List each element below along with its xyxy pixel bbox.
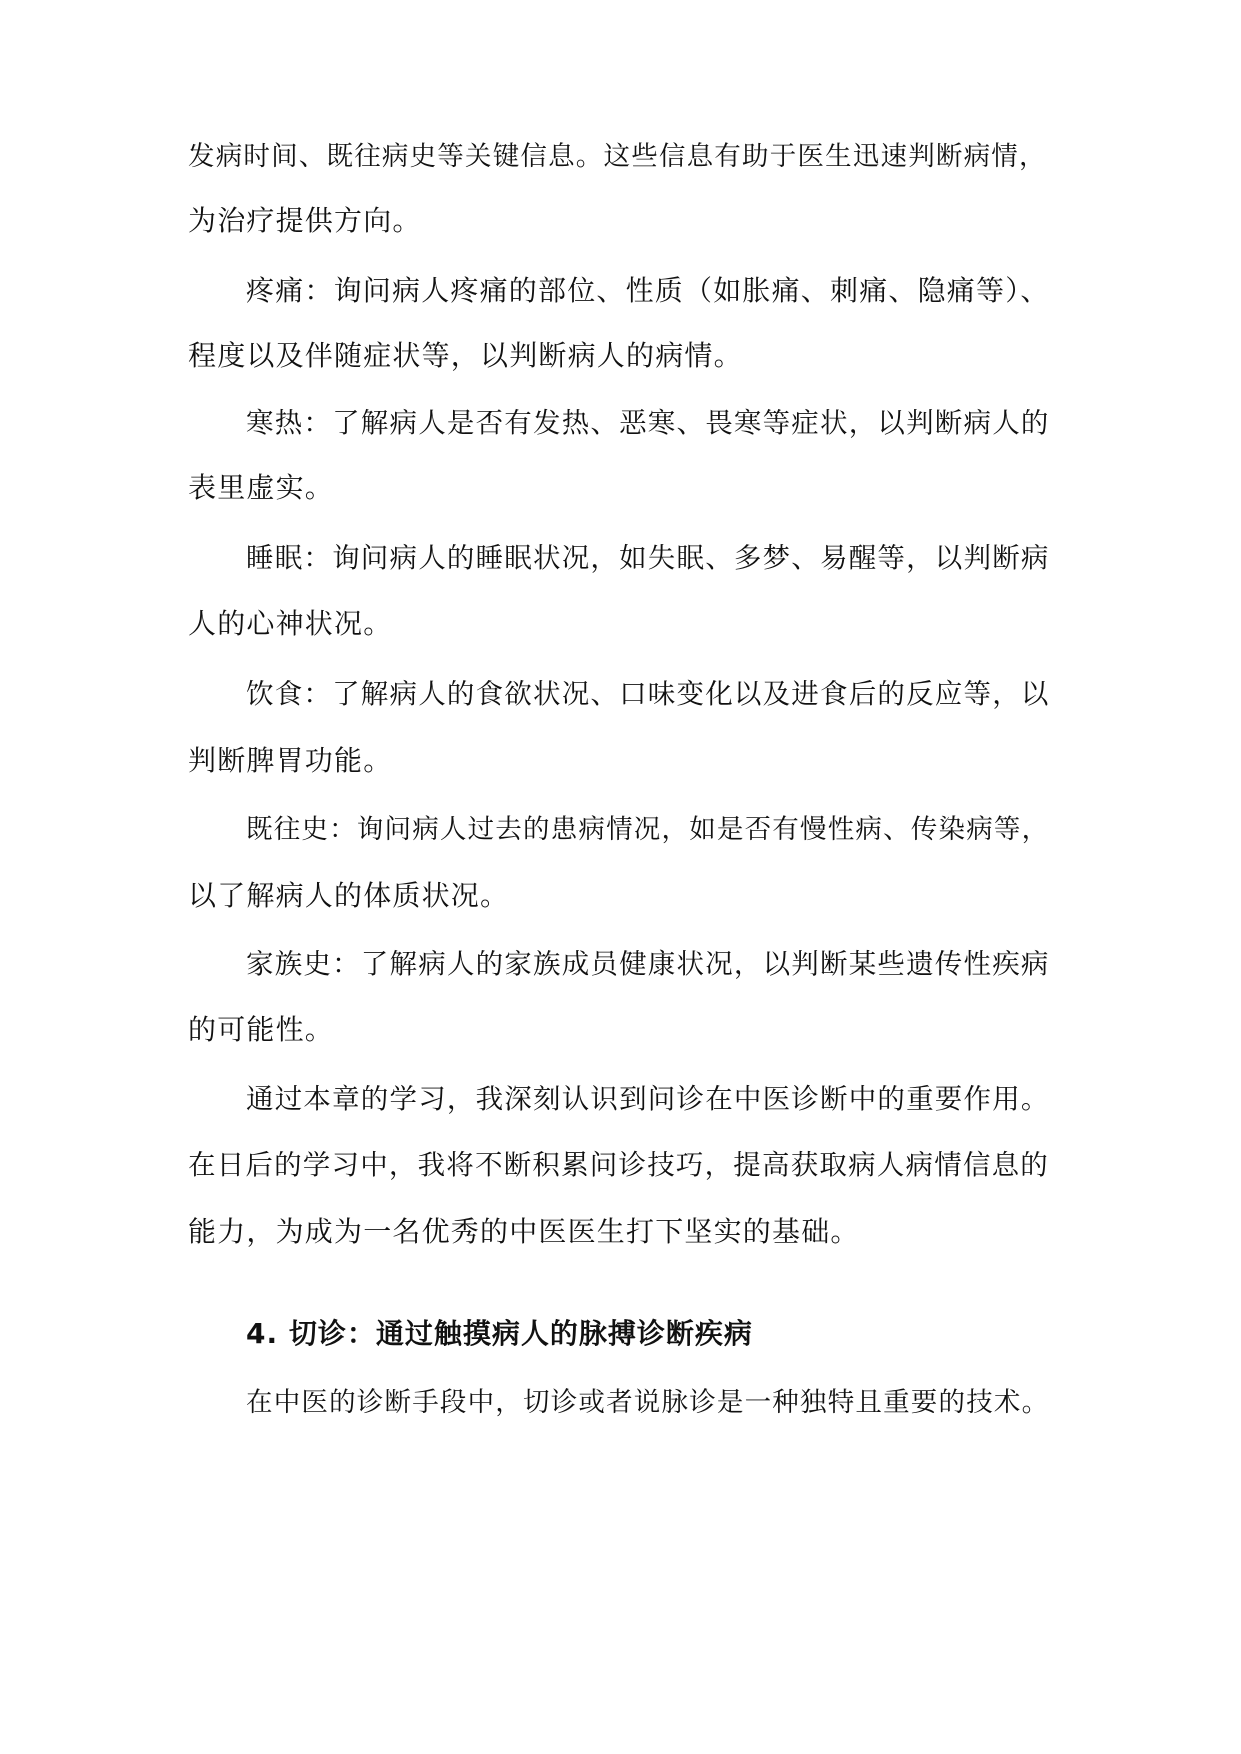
paragraph-line: 判断脾胃功能。 bbox=[188, 744, 393, 777]
paragraph-line: 表里虚实。 bbox=[188, 471, 335, 504]
paragraph-line: 的可能性。 bbox=[188, 1013, 335, 1046]
paragraph-line: 既往史：询问病人过去的患病情况，如是否有慢性病、传染病等， bbox=[246, 814, 1050, 845]
paragraph-line: 睡眠：询问病人的睡眠状况，如失眠、多梦、易醒等，以判断病 bbox=[246, 542, 1050, 574]
paragraph-line: 以了解病人的体质状况。 bbox=[188, 879, 510, 912]
paragraph-line: 程度以及伴随症状等，以判断病人的病情。 bbox=[188, 339, 743, 372]
paragraph-line: 能力，为成为一名优秀的中医医生打下坚实的基础。 bbox=[188, 1215, 860, 1248]
paragraph-line: 疼痛：询问病人疼痛的部位、性质（如胀痛、刺痛、隐痛等）、 bbox=[246, 274, 1050, 307]
paragraph-line: 家族史：了解病人的家族成员健康状况，以判断某些遗传性疾病 bbox=[246, 948, 1050, 980]
paragraph-line: 饮食：了解病人的食欲状况、口味变化以及进食后的反应等，以 bbox=[246, 678, 1050, 710]
paragraph-line: 人的心神状况。 bbox=[188, 607, 393, 640]
paragraph-line: 寒热：了解病人是否有发热、恶寒、畏寒等症状，以判断病人的 bbox=[246, 407, 1050, 439]
paragraph-line: 在日后的学习中，我将不断积累问诊技巧，提高获取病人病情信息的 bbox=[188, 1149, 1049, 1181]
paragraph-line: 在中医的诊断手段中，切诊或者说脉诊是一种独特且重要的技术。 bbox=[246, 1387, 1050, 1418]
section-heading: 4. 切诊：通过触摸病人的脉搏诊断疾病 bbox=[246, 1317, 753, 1350]
paragraph-line: 通过本章的学习，我深刻认识到问诊在中医诊断中的重要作用。 bbox=[246, 1083, 1050, 1115]
paragraph-line: 为治疗提供方向。 bbox=[188, 204, 422, 237]
paragraph-line: 发病时间、既往病史等关键信息。这些信息有助于医生迅速判断病情， bbox=[188, 141, 1047, 172]
